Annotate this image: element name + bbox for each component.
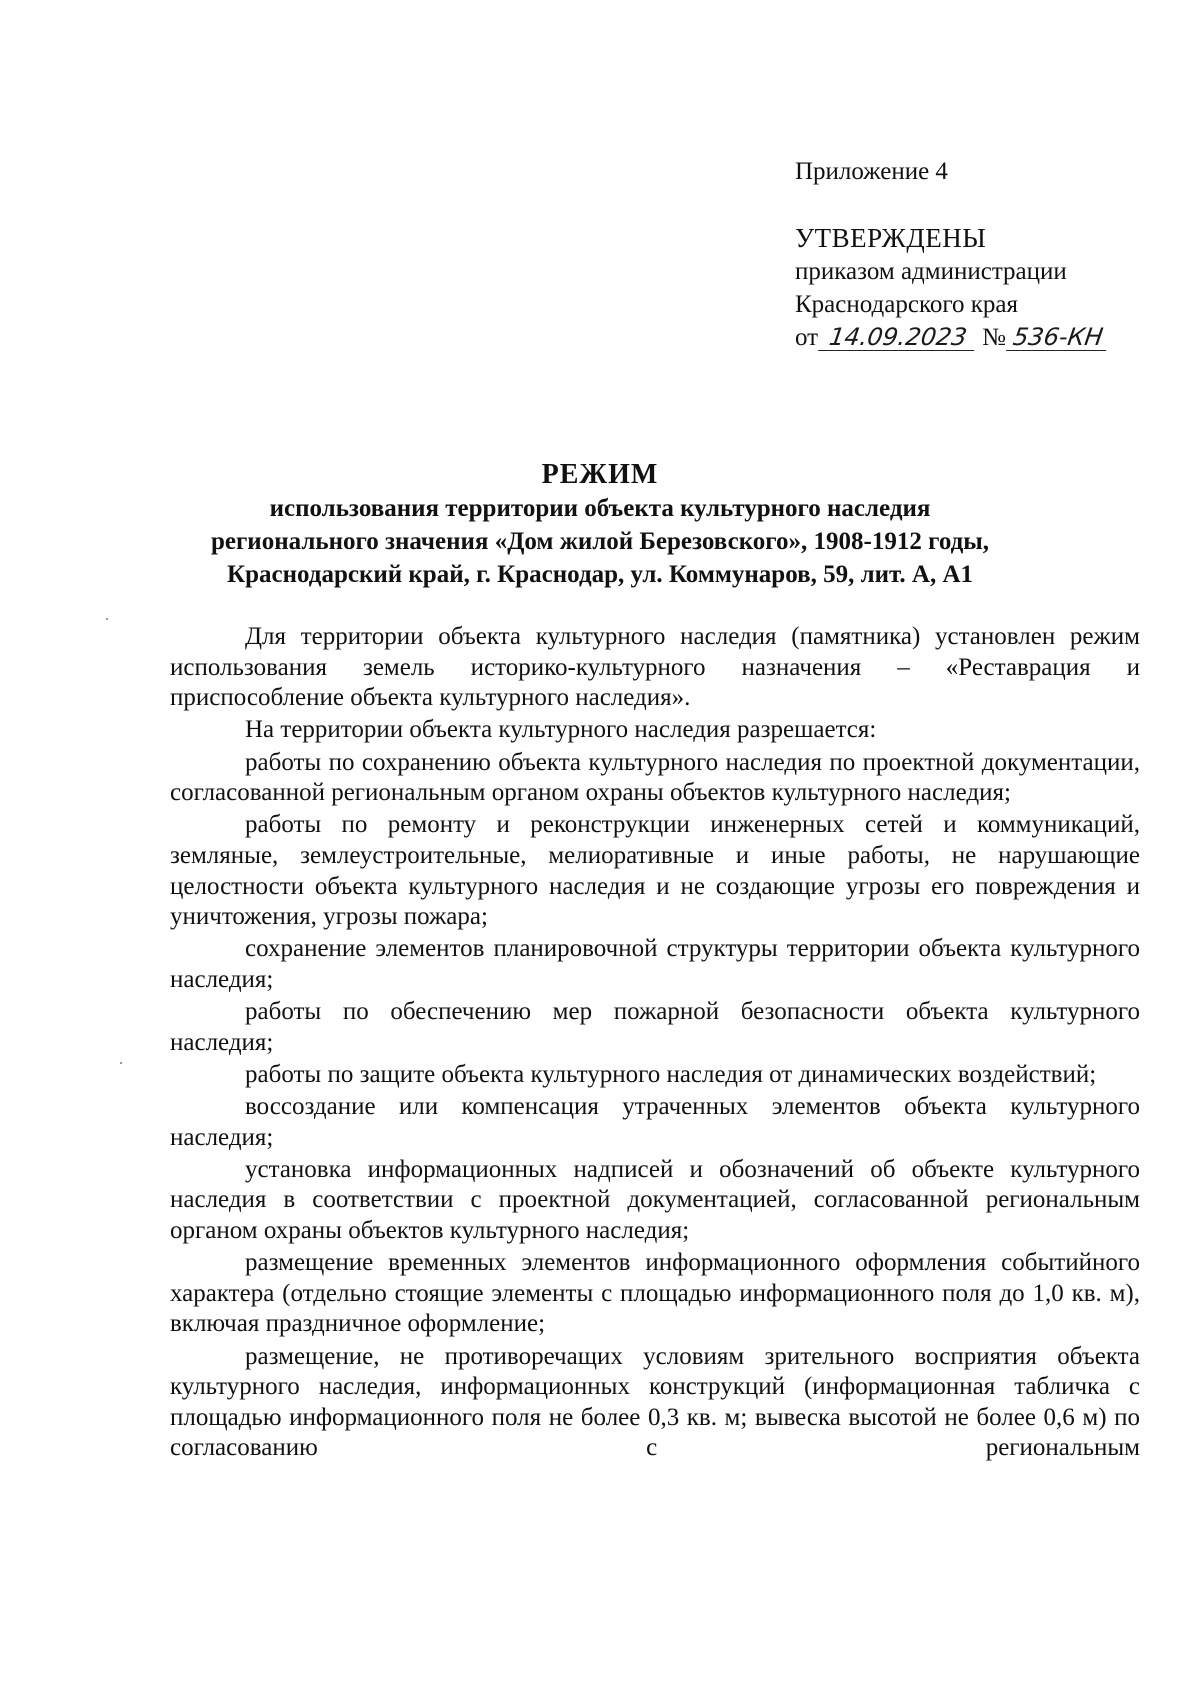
body-paragraph: работы по сохранению объекта культурного наследия по проектной документации, согласованной региональным органом охраны объектов культурного наследия; <box>170 748 1140 807</box>
title-line-3: Краснодарский край, г. Краснодар, ул. Коммунаров, 59, лит. А, А1 <box>226 561 974 588</box>
scan-speck <box>120 1062 122 1064</box>
handwritten-date: 14.09.2023 <box>818 324 978 351</box>
body-paragraph: работы по обеспечению мер пожарной безопасности объекта культурного наследия; <box>170 998 1140 1056</box>
approval-date-number-line <box>795 321 1135 354</box>
body-paragraph: воссоздание или компенсация утраченных элементов объекта культурного наследия; <box>170 1093 1140 1151</box>
title-heading: РЕЖИМ <box>541 459 659 490</box>
scan-speck <box>106 618 108 620</box>
title-line-1: использования территории объекта культурного наследия <box>269 495 931 522</box>
appendix-label: Приложение 4 <box>795 158 948 185</box>
number-prefix: № <box>982 324 1006 351</box>
body-paragraph: Для территории объекта культурного наследия (памятника) установлен режим использования земель историко-культурного назначения – «Реставрация и приспособление объекта культурного наследия». <box>170 623 1140 712</box>
approval-block <box>795 155 1135 354</box>
body-paragraph: работы по защите объекта культурного наследия от динамических воздействий; <box>245 1060 1097 1088</box>
date-prefix: от <box>795 324 819 351</box>
body-paragraph: На территории объекта культурного наследия разрешается: <box>245 716 877 744</box>
approval-authority-line-1: приказом администрации <box>795 258 1067 285</box>
body-paragraph: установка информационных надписей и обозначений об объекте культурного наследия в соответствии с проектной документацией, согласованной региональным органом охраны объектов культурного наследия; <box>170 1155 1140 1245</box>
handwritten-number: 536-КН <box>1006 324 1110 351</box>
body-paragraph: сохранение элементов планировочной структуры территории объекта культурного наследия; <box>170 935 1140 993</box>
title-line-2: регионального значения «Дом жилой Березовского», 1908-1912 годы, <box>210 528 990 555</box>
body-paragraph: размещение, не противоречащих условиям зрительного восприятия объекта культурного наследия, информационных конструкций (информационная табличка с площадью информационного поля не более 0,3 кв. м; вывеска высотой не более 0,6 м) по согласованию с региональным <box>170 1342 1140 1462</box>
document-title <box>150 458 1050 591</box>
body-paragraph: размещение временных элементов информационного оформления событийного характера (отдельно стоящие элементы с площадью информационного поля до 1,0 кв. м), включая праздничное оформление; <box>170 1249 1140 1338</box>
approved-heading: УТВЕРЖДЕНЫ <box>795 223 987 253</box>
approval-authority-line-2: Краснодарского края <box>795 291 1018 318</box>
document-body <box>170 622 1140 1466</box>
body-paragraph: работы по ремонту и реконструкции инженерных сетей и коммуникаций, земляные, землеустроительные, мелиоративные и иные работы, не нарушающие целостности объекта культурного наследия и не создающие угрозы его повреждения и уничтожения, угрозы пожара; <box>170 811 1140 931</box>
